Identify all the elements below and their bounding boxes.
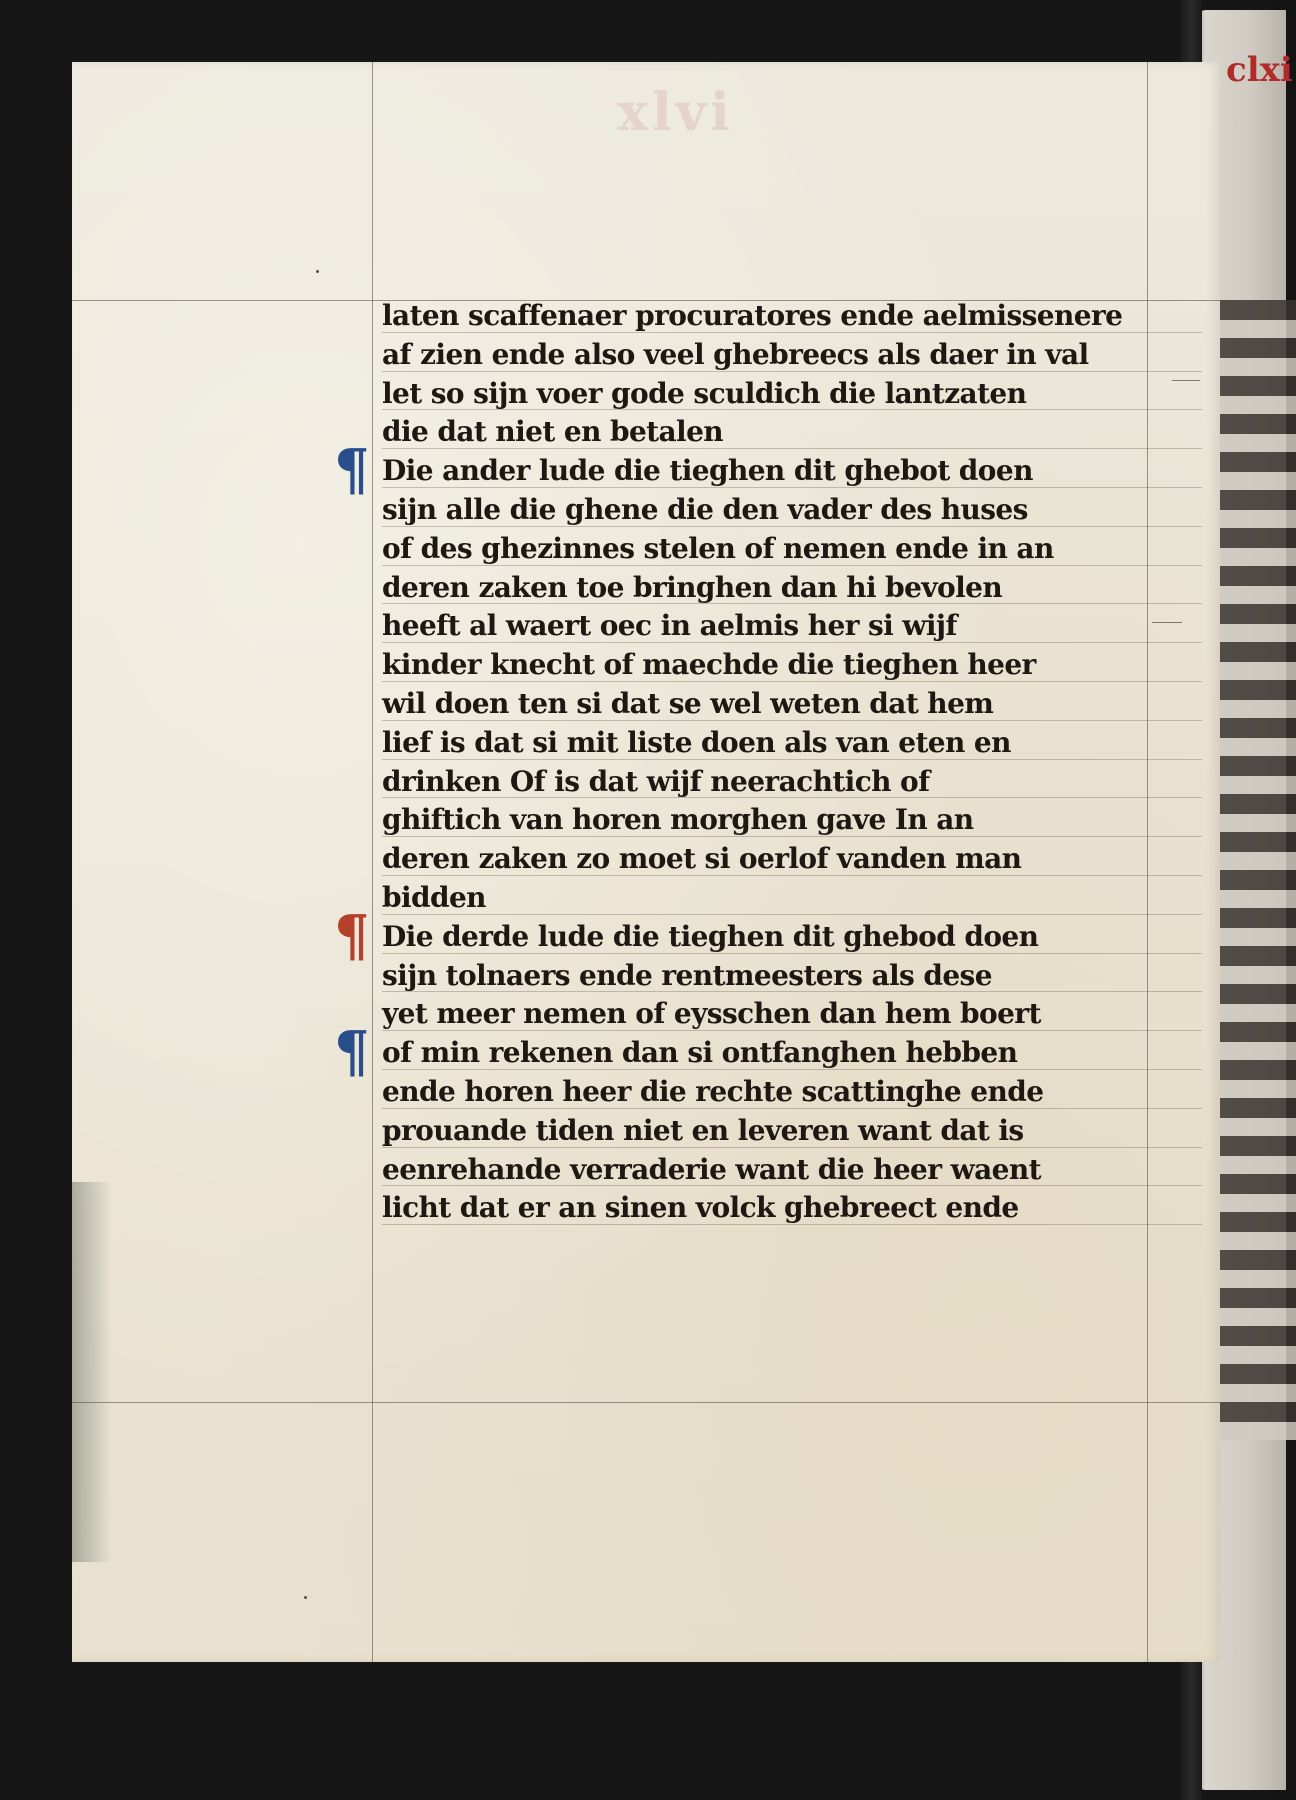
- manuscript-line: sijn tolnaers ende rentmeesters als dese: [382, 958, 992, 992]
- manuscript-line: kinder knecht of maechde die tieghen heer: [382, 648, 1036, 682]
- manuscript-line: Die derde lude die tieghen dit ghebod doen: [382, 919, 1039, 953]
- left-ruling: [372, 62, 373, 1662]
- paragraph-mark: ¶: [334, 1019, 370, 1086]
- page-stain: [72, 1182, 112, 1562]
- manuscript-line: heeft al waert oec in aelmis her si wijf: [382, 609, 957, 643]
- facing-folio-number: clxi: [1226, 50, 1293, 90]
- manuscript-line: bidden: [382, 880, 486, 914]
- manuscript-line: licht dat er an sinen volck ghebreect ende: [382, 1191, 1019, 1225]
- manuscript-line: ende horen heer die rechte scattinghe ende: [382, 1074, 1044, 1108]
- manuscript-line: let so sijn voer gode sculdich die lantzaten: [382, 376, 1027, 410]
- manuscript-line: drinken Of is dat wijf neerachtich of: [382, 764, 930, 798]
- manuscript-line: of min rekenen dan si ontfanghen hebben: [382, 1036, 1018, 1070]
- manuscript-folio: [72, 62, 1220, 1662]
- manuscript-line: laten scaffenaer procuratores ende aelmissenere: [382, 299, 1123, 332]
- manuscript-line: sijn alle die ghene die den vader des huses: [382, 492, 1028, 526]
- manuscript-line: of des ghezinnes stelen of nemen ende in an: [382, 531, 1054, 565]
- manuscript-line: ghiftich van horen morghen gave In an: [382, 803, 974, 837]
- manuscript-line: yet meer nemen of eysschen dan hem boert: [382, 997, 1041, 1031]
- bottom-ruling: [72, 1402, 1220, 1403]
- show-through-heading: xlvi: [617, 82, 734, 143]
- pricking-mark: [316, 270, 319, 273]
- manuscript-line: prouande tiden niet en leveren want dat is: [382, 1113, 1024, 1147]
- paragraph-mark: ¶: [334, 902, 370, 969]
- paragraph-mark: ¶: [334, 437, 370, 504]
- manuscript-line: Die ander lude die tieghen dit ghebot doen: [382, 454, 1033, 488]
- manuscript-line: die dat niet en betalen: [382, 415, 724, 449]
- manuscript-line: deren zaken toe bringhen dan hi bevolen: [382, 570, 1003, 604]
- text-column: [382, 295, 1212, 1226]
- manuscript-line: wil doen ten si dat se wel weten dat hem: [382, 686, 994, 720]
- manuscript-line: eenrehande verraderie want die heer waent: [382, 1152, 1041, 1186]
- pricking-mark: [304, 1596, 307, 1599]
- manuscript-line: af zien ende also veel ghebreecs als daer in val: [382, 337, 1089, 371]
- manuscript-line: lief is dat si mit liste doen als van eten en: [382, 725, 1011, 759]
- manuscript-line: deren zaken zo moet si oerlof vanden man: [382, 842, 1022, 876]
